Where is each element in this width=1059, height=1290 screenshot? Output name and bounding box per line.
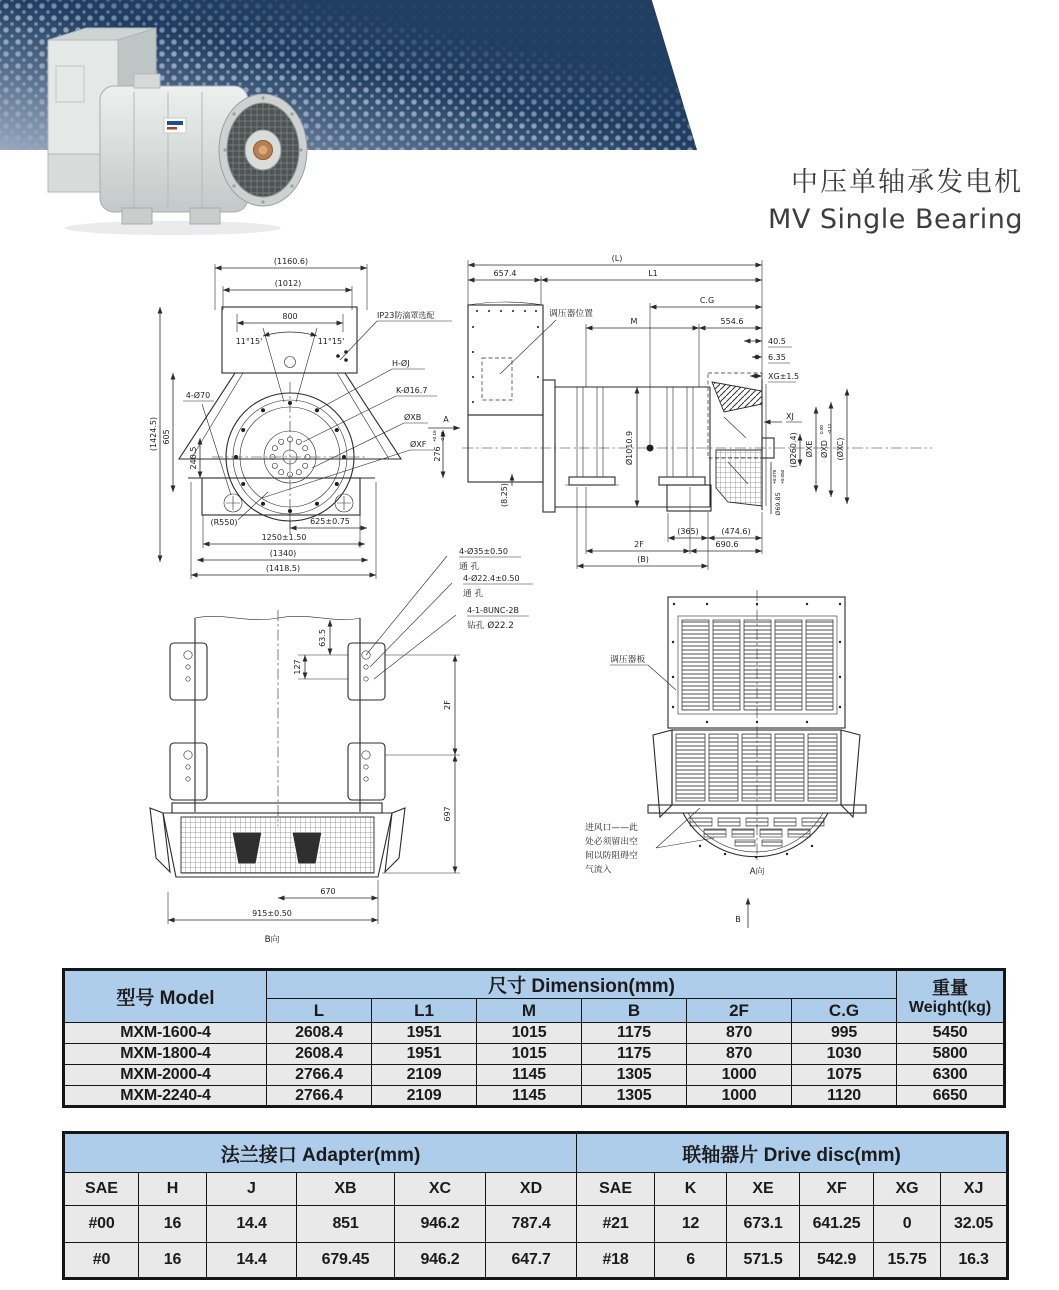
column-header: XD	[486, 1173, 577, 1206]
table-row	[64, 1023, 1005, 1044]
column-header: XC	[395, 1173, 486, 1206]
column-header: SAE	[64, 1173, 139, 1206]
callout-label: 4-Ø35±0.50	[459, 547, 508, 556]
shadow	[65, 221, 281, 235]
dim-label: 63.5	[318, 629, 327, 647]
mounting-feet	[170, 643, 385, 800]
dim-label: 127	[293, 659, 302, 675]
dim-label: (B)	[637, 555, 649, 564]
callout-label: 4-Ø22.4±0.50	[463, 574, 520, 583]
value-cell: 946.2	[395, 1243, 486, 1279]
dim-label: L1	[648, 269, 658, 278]
view-label-b: B向	[264, 935, 280, 945]
dim-label: (365)	[677, 527, 699, 536]
note-air-inlet: 气流入	[585, 865, 612, 875]
view-label-a: A向	[749, 867, 765, 877]
dim-label: 554.6	[720, 317, 744, 326]
dim-label: (1418.5)	[265, 564, 301, 573]
dim-tolerance: +0.15	[432, 430, 437, 442]
dim-label: 11°15'	[317, 337, 345, 346]
dim-label: C.G	[699, 296, 715, 305]
dim-label: 670	[320, 887, 336, 896]
value-cell: #00	[64, 1206, 139, 1243]
weight-cell: 5800	[897, 1044, 1005, 1065]
callout-label: K-Ø16.7	[396, 386, 428, 395]
dim-label: ØXD	[820, 440, 829, 458]
value-cell: 946.2	[395, 1206, 486, 1243]
callout-label: IP23防滴罩选配	[377, 311, 435, 320]
value-cell: 2608.4	[267, 1044, 372, 1065]
value-cell: 1120	[792, 1086, 897, 1107]
column-header: XB	[297, 1173, 395, 1206]
model-cell: MXM-2240-4	[64, 1086, 267, 1107]
technical-drawings	[0, 252, 1059, 964]
value-cell: 1030	[792, 1044, 897, 1065]
brand-logo	[164, 118, 186, 133]
dim-label: Ø1010.9	[625, 430, 634, 466]
value-cell: 2766.4	[267, 1086, 372, 1107]
cg-marker	[647, 445, 654, 452]
value-cell: 12	[655, 1206, 727, 1243]
callout-label: ØXF	[410, 440, 427, 449]
weight-cell: 6650	[897, 1086, 1005, 1107]
dim-label: (R550)	[210, 518, 238, 527]
model-cell: MXM-2000-4	[64, 1065, 267, 1086]
table-row	[64, 1044, 1005, 1065]
callout-label: 通 孔	[459, 562, 480, 572]
value-cell: 15.75	[874, 1243, 941, 1279]
table-row	[64, 1086, 1005, 1107]
callout-label: 调压器板	[610, 655, 646, 665]
model-header: 型号 Model	[64, 970, 267, 1023]
dim-label: ØXE	[805, 440, 814, 458]
dimension-header: 尺寸 Dimension(mm)	[267, 970, 897, 999]
dim-label: 40.5	[768, 337, 786, 346]
dim-label: (1160.6)	[273, 257, 309, 266]
value-cell: 1015	[477, 1044, 582, 1065]
value-cell: 1951	[372, 1023, 477, 1044]
dim-label: 697	[443, 806, 452, 822]
value-cell: 1015	[477, 1023, 582, 1044]
column-header: XE	[727, 1173, 800, 1206]
value-cell: 851	[297, 1206, 395, 1243]
dim-label: (1340)	[269, 549, 297, 558]
section-arrow-a: A	[443, 415, 449, 424]
model-cell: MXM-1800-4	[64, 1044, 267, 1065]
table-row	[64, 1206, 1008, 1243]
note-air-inlet: 间以防阻碍空	[585, 851, 638, 861]
value-cell: 1000	[687, 1086, 792, 1107]
adapter-drive-disc-table	[62, 1131, 1009, 1280]
column-header: L	[267, 999, 372, 1023]
value-cell: 1145	[477, 1065, 582, 1086]
value-cell: 870	[687, 1023, 792, 1044]
value-cell: #0	[64, 1243, 139, 1279]
value-cell: #21	[577, 1206, 655, 1243]
front-view-drawing	[149, 257, 460, 579]
weight-header-en: Weight(kg)	[908, 998, 992, 1016]
column-header: M	[477, 999, 582, 1023]
dim-label: 240.5	[189, 446, 198, 470]
weight-cell: 6300	[897, 1065, 1005, 1086]
bottom-view-drawing	[150, 546, 533, 945]
dim-label: 915±0.50	[252, 909, 292, 918]
dim-tolerance: +0.075	[772, 469, 777, 484]
column-header: L1	[372, 999, 477, 1023]
callout-label: 通 孔	[463, 589, 484, 599]
page-title-zh: 中压单轴承发电机	[791, 167, 1023, 198]
dim-label: 657.4	[493, 269, 517, 278]
value-cell: 14.4	[207, 1206, 297, 1243]
value-cell: 16	[139, 1243, 207, 1279]
drive-disc-header: 联轴器片 Drive disc(mm)	[577, 1133, 1008, 1173]
column-header: C.G	[792, 999, 897, 1023]
column-header: XF	[800, 1173, 874, 1206]
callout-label: 4-1-8UNC-2B	[467, 606, 519, 615]
column-header: XJ	[941, 1173, 1008, 1206]
value-cell: 1305	[582, 1086, 687, 1107]
table-row	[64, 1065, 1005, 1086]
value-cell: 2109	[372, 1065, 477, 1086]
value-cell: #18	[577, 1243, 655, 1279]
rear-view-drawing	[585, 590, 866, 928]
value-cell: 995	[792, 1023, 897, 1044]
dim-label: (Ø260.4)	[789, 432, 798, 468]
dim-label: XG±1.5	[768, 372, 800, 381]
adapter-header: 法兰接口 Adapter(mm)	[64, 1133, 577, 1173]
generator-photo	[38, 22, 308, 237]
note-air-inlet: 进风口——此	[585, 823, 638, 833]
value-cell: 2109	[372, 1086, 477, 1107]
dimension-table	[62, 968, 1006, 1108]
value-cell: 1075	[792, 1065, 897, 1086]
table-header-row	[64, 1133, 1008, 1173]
value-cell: 641.25	[800, 1206, 874, 1243]
dim-label: 4-Ø70	[185, 391, 211, 400]
value-cell: 673.1	[727, 1206, 800, 1243]
value-cell: 0	[874, 1206, 941, 1243]
value-cell: 32.05	[941, 1206, 1008, 1243]
weight-header-zh: 重量	[932, 977, 969, 998]
body-louvers	[676, 734, 837, 801]
value-cell: 679.45	[297, 1243, 395, 1279]
value-cell: 787.4	[486, 1206, 577, 1243]
adapter-cone	[712, 382, 762, 412]
dim-label: 605	[162, 429, 171, 445]
weight-header	[897, 970, 1005, 1023]
regulator-panel-louvers	[678, 616, 837, 714]
dim-label: (8.25)	[500, 482, 509, 508]
value-cell: 542.9	[800, 1243, 874, 1279]
side-view-drawing	[462, 254, 932, 570]
dim-label: 11°15'	[235, 337, 263, 346]
value-cell: 16	[139, 1206, 207, 1243]
value-cell: 571.5	[727, 1243, 800, 1279]
value-cell: 1305	[582, 1065, 687, 1086]
note-air-inlet: 处必须留出空	[585, 837, 638, 847]
value-cell: 2608.4	[267, 1023, 372, 1044]
value-cell: 16.3	[941, 1243, 1008, 1279]
dim-label: 2F	[634, 540, 644, 549]
dim-label: (1012)	[274, 279, 302, 288]
value-cell: 870	[687, 1044, 792, 1065]
callout-label: 钻孔 Ø22.2	[467, 621, 514, 631]
dim-tolerance: +0.050	[780, 469, 785, 484]
value-cell: 647.7	[486, 1243, 577, 1279]
value-cell: 6	[655, 1243, 727, 1279]
model-cell: MXM-1600-4	[64, 1023, 267, 1044]
dim-tolerance: 0.00	[819, 425, 824, 434]
dim-label: 276	[433, 446, 442, 462]
dim-label: XJ	[786, 412, 794, 421]
dim-label: (L)	[611, 254, 623, 263]
weight-cell: 5450	[897, 1023, 1005, 1044]
drive-disc-guard	[716, 450, 762, 506]
column-header: 2F	[687, 999, 792, 1023]
dim-label: 2F	[443, 700, 452, 710]
page-title-en: MV Single Bearing	[768, 204, 1023, 235]
dim-label: 690.6	[715, 540, 739, 549]
dim-tolerance: -0.13	[440, 431, 445, 442]
value-cell: 14.4	[207, 1243, 297, 1279]
callout-label: 调压器位置	[549, 309, 593, 319]
column-header: XG	[874, 1173, 941, 1206]
column-header: SAE	[577, 1173, 655, 1206]
value-cell: 1145	[477, 1086, 582, 1107]
table-row	[64, 1243, 1008, 1279]
dim-label: 6.35	[768, 353, 786, 362]
callout-label: H-ØJ	[392, 359, 410, 368]
column-header: H	[139, 1173, 207, 1206]
value-cell: 1175	[582, 1044, 687, 1065]
dim-label: (1424.5)	[149, 416, 158, 452]
column-header: K	[655, 1173, 727, 1206]
value-cell: 1951	[372, 1044, 477, 1065]
callout-label: ØXB	[404, 413, 422, 422]
column-header: B	[582, 999, 687, 1023]
dim-label: M	[630, 317, 638, 326]
dim-label: 1250±1.50	[261, 533, 307, 542]
dim-label: (ØXC)	[836, 437, 845, 461]
table-header-row	[64, 970, 1005, 999]
value-cell: 1175	[582, 1023, 687, 1044]
value-cell: 1000	[687, 1065, 792, 1086]
dim-label: 800	[282, 312, 298, 321]
dim-6985-group	[772, 469, 785, 515]
value-cell: 2766.4	[267, 1065, 372, 1086]
dim-xd-group	[819, 423, 832, 458]
page-title	[768, 160, 1023, 235]
dim-label: 625±0.75	[310, 517, 350, 526]
dim-tolerance: -0.12	[827, 423, 832, 434]
dim-label: Ø69.85	[774, 492, 782, 516]
table-subheader-row	[64, 1173, 1008, 1206]
column-header: J	[207, 1173, 297, 1206]
fan-guard-mesh	[181, 817, 374, 873]
end-bell-grille	[219, 94, 307, 206]
dim-label: (474.6)	[721, 527, 751, 536]
direction-label-b: B	[735, 915, 741, 924]
